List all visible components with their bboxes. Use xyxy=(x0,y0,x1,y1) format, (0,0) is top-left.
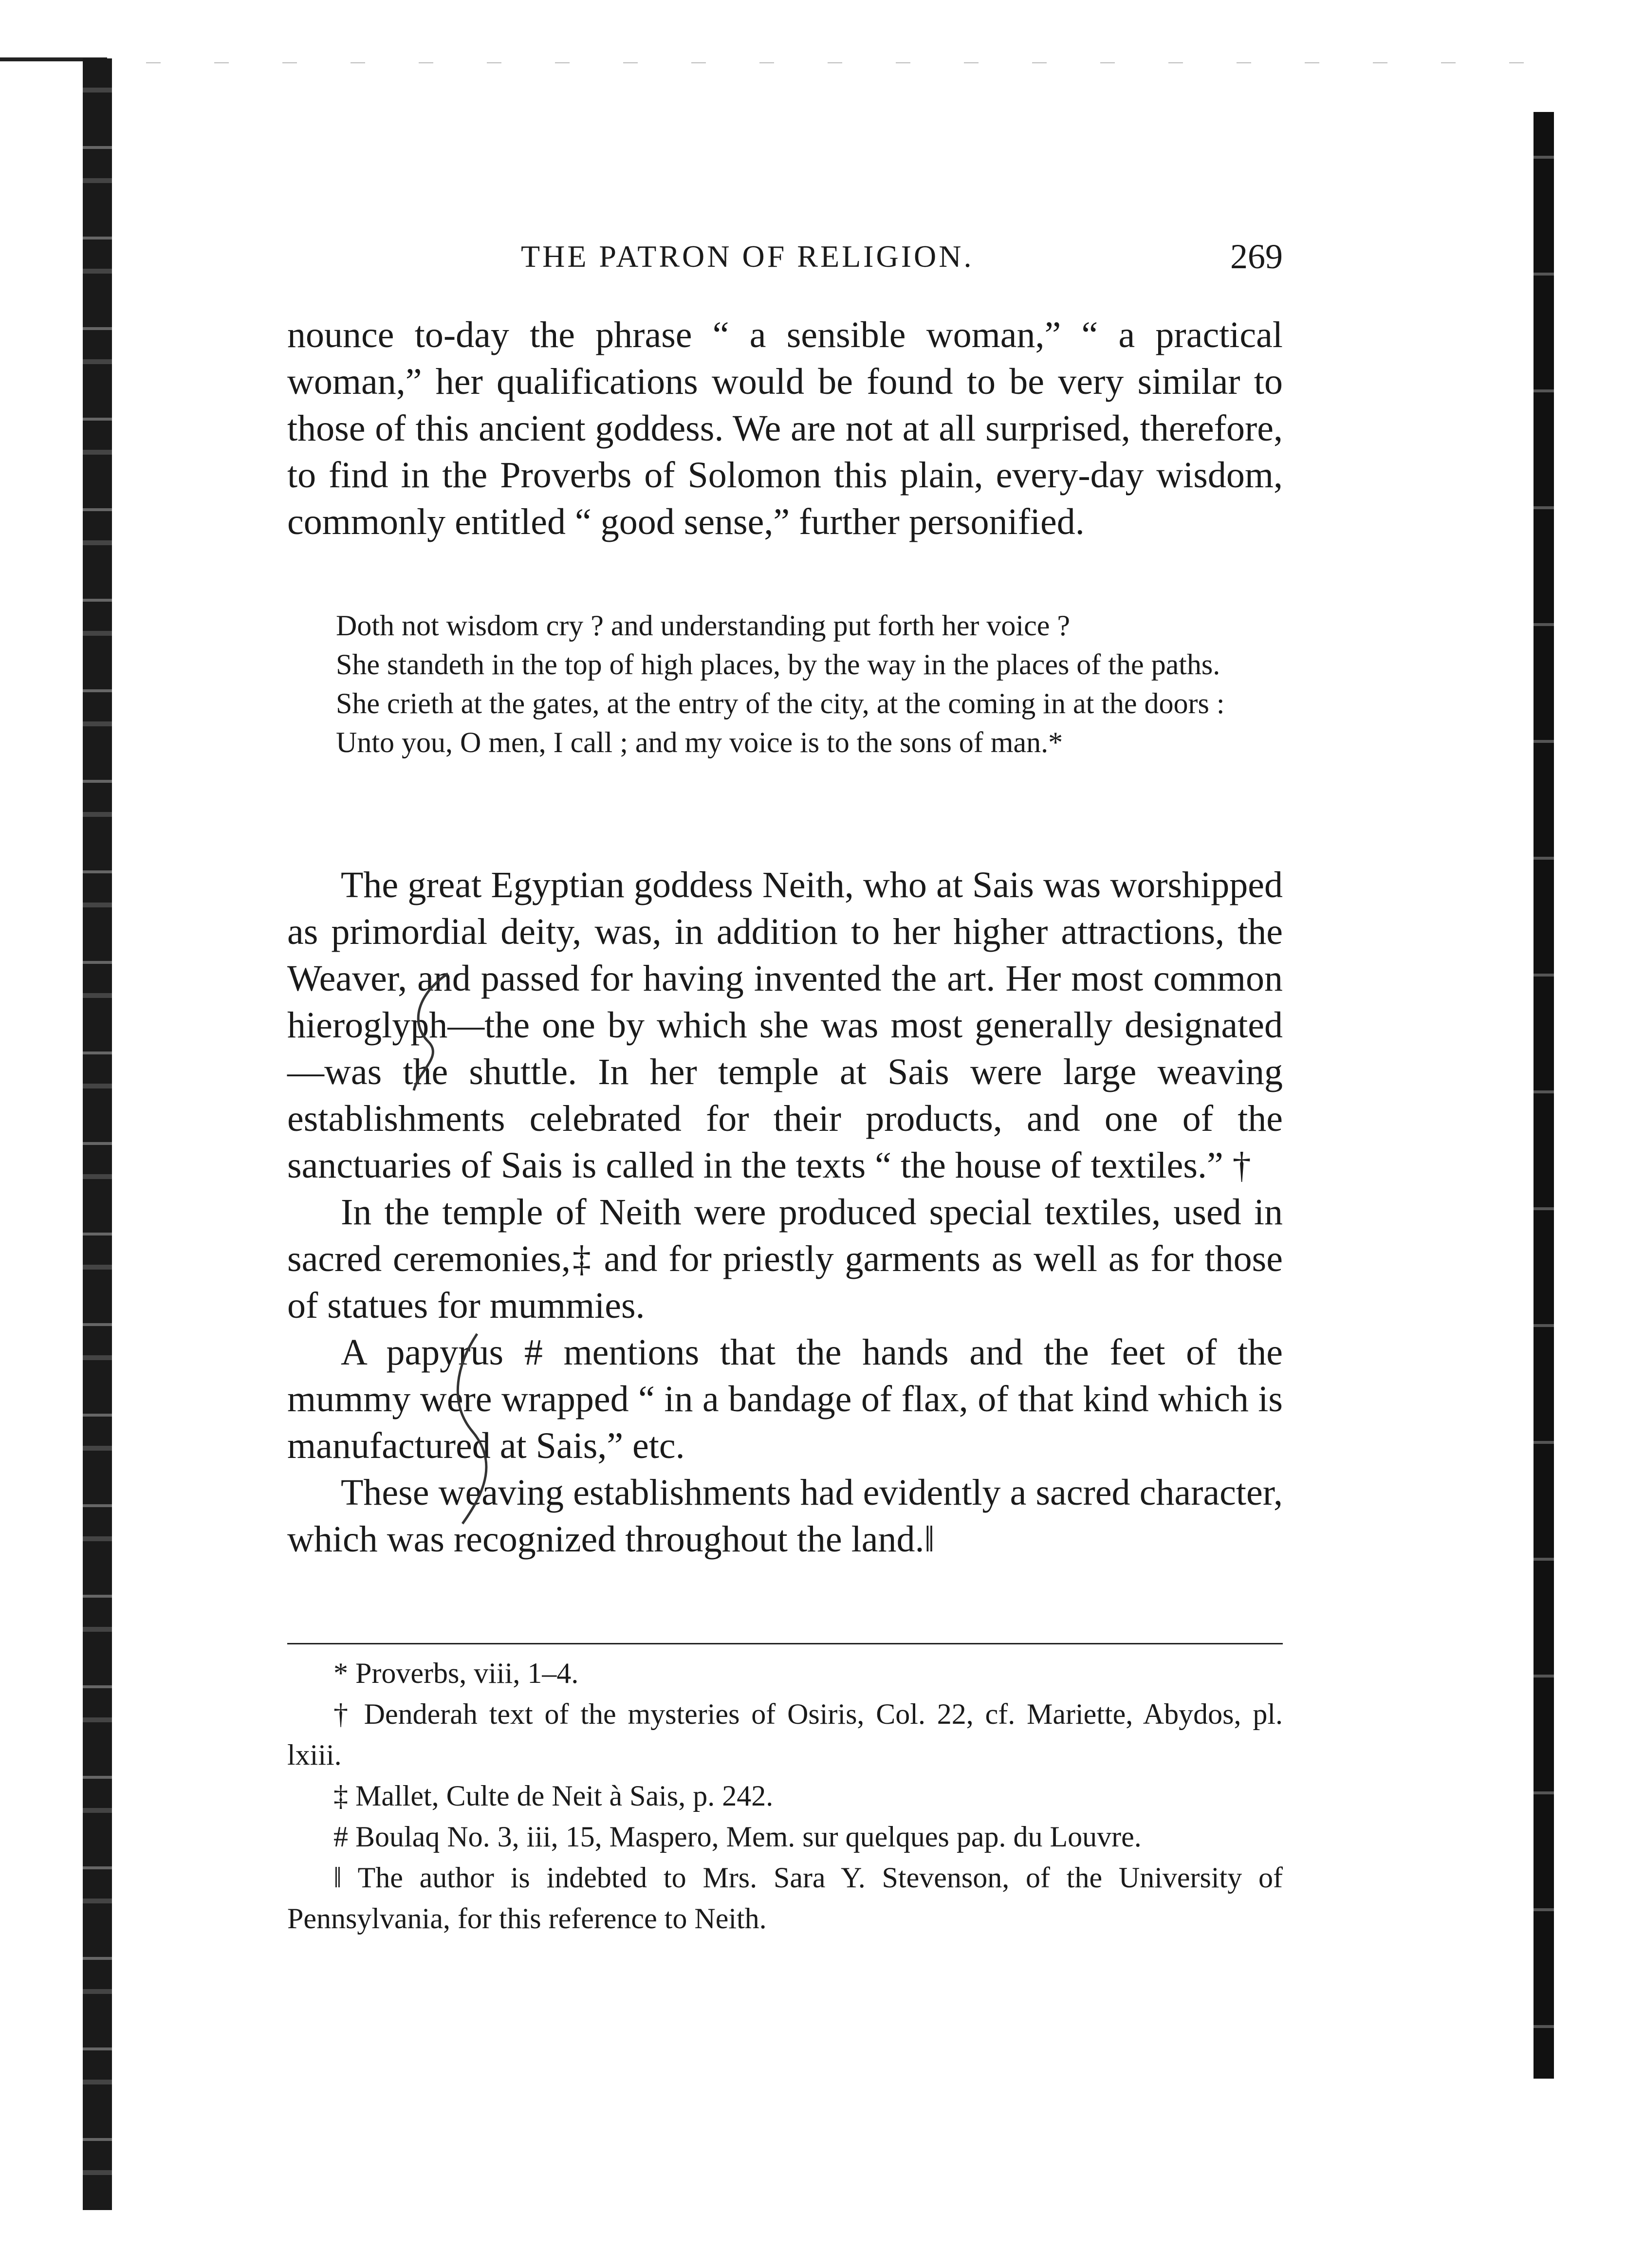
paragraph: The great Egyptian goddess Neith, who at Sais was worshipped as primordial deity, was, in addition to her higher attractions, the Weaver, and passed for having invented the art. Her most common hieroglyph—the one by which she was most generally designated—was the shuttle. In her temple at Sais were large weaving establishments celebrated for their products, and one of the sanctuaries of Sais is called in the texts “ the house of textiles.” † xyxy=(287,865,1283,1186)
paragraph: A papyrus # mentions that the hands and the feet of the mummy were wrapped “ in a bandage of flax, of that kind which is manufactured at Sais,” etc. xyxy=(287,1332,1283,1466)
footnote: † Denderah text of the mysteries of Osiris, Col. 22, cf. Mariette, Abydos, pl. lxiii. xyxy=(287,1698,1283,1771)
footnote: ‡ Mallet, Culte de Neit à Sais, p. 242. xyxy=(333,1780,774,1812)
quotation-line: She standeth in the top of high places, by the way in the places of the paths. xyxy=(336,648,1220,681)
handwritten-pen-stroke xyxy=(389,964,536,1548)
scan-top-edge xyxy=(146,62,1529,63)
quotation-line: Unto you, O men, I call ; and my voice is to the sons of man.* xyxy=(336,726,1063,758)
paragraph: In the temple of Neith were produced special textiles, used in sacred ceremonies,‡ and for priestly garments as well as for those of statues for mummies. xyxy=(287,1192,1283,1326)
page-number: 269 xyxy=(1230,237,1283,276)
scripture-quotation xyxy=(287,606,1283,762)
scan-binding-edge-left xyxy=(83,58,112,2210)
running-head xyxy=(287,239,1283,282)
footnote: ‖ The author is indebted to Mrs. Sara Y. Stevenson, of the University of Pennsylvania, for this reference to Neith. xyxy=(287,1862,1283,1935)
footnote-rule xyxy=(287,1643,1283,1644)
footnote: * Proverbs, viii, 1–4. xyxy=(333,1657,579,1689)
running-title: THE PATRON OF RELIGION. xyxy=(521,239,974,274)
scan-binding-edge-right xyxy=(1534,112,1554,2079)
quotation-line: She crieth at the gates, at the entry of the city, at the coming in at the doors : xyxy=(336,687,1225,719)
footnotes xyxy=(287,1653,1283,1939)
quotation-line: Doth not wisdom cry ? and understanding put forth her voice ? xyxy=(336,609,1070,642)
body-text-top xyxy=(287,312,1283,545)
footnote: # Boulaq No. 3, iii, 15, Maspero, Mem. sur quelques pap. du Louvre. xyxy=(333,1821,1142,1853)
paragraph: nounce to-day the phrase “ a sensible woman,” “ a practical woman,” her qualifications would be found to be very similar to those of this ancient goddess. We are not at all surprised, therefore, to find in the Proverbs of Solomon this plain, every-day wisdom, commonly entitled “ good sense,” further personified. xyxy=(287,314,1283,542)
paragraph: These weaving establishments had evidently a sacred character, which was recognized throughout the land.‖ xyxy=(287,1472,1283,1560)
